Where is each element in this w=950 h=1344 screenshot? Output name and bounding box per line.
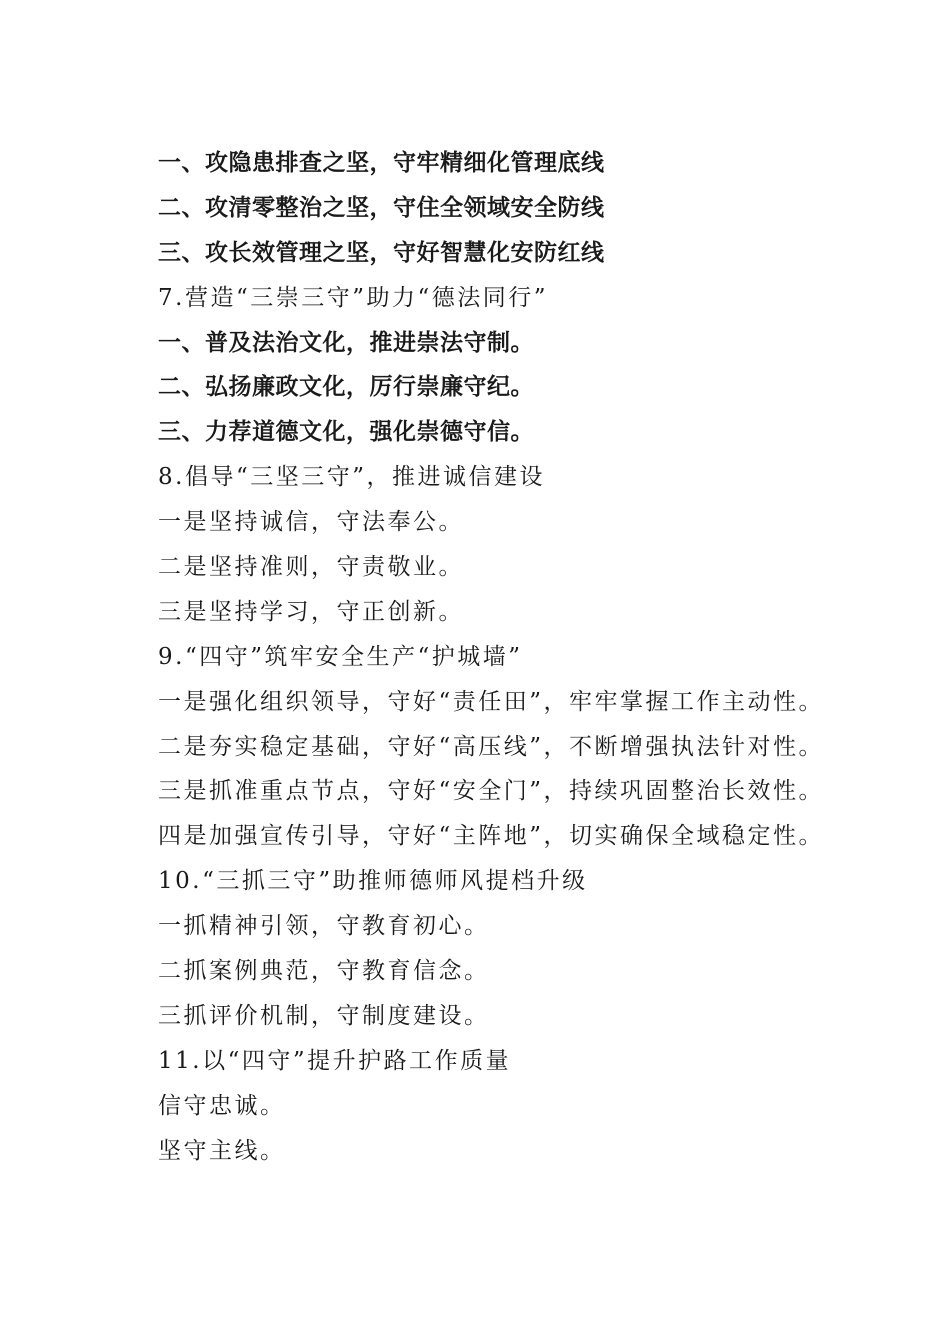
- item-point: 信守忠诚。: [158, 1092, 286, 1119]
- item-point: 三是抓准重点节点，守好“安全门”，持续巩固整治长效性。: [158, 778, 825, 805]
- item-title: 11.以“四守”提升护路工作质量: [158, 1047, 512, 1074]
- section-heading: 二、攻清零整治之坚，守住全领域安全防线: [158, 194, 605, 221]
- item-point: 三是坚持学习，守正创新。: [158, 598, 464, 625]
- item-point: 一抓精神引领，守教育初心。: [158, 913, 490, 940]
- item-title: 10.“三抓三守”助推师德师风提档升级: [158, 868, 588, 895]
- section-heading: 三、攻长效管理之坚，守好智慧化安防红线: [158, 239, 605, 266]
- item-title: 8.倡导“三坚三守”，推进诚信建设: [158, 464, 545, 491]
- document-body: [158, 141, 918, 1173]
- section-heading: 一、攻隐患排查之坚，守牢精细化管理底线: [158, 150, 605, 176]
- item-point: 二抓案例典范，守教育信念。: [158, 958, 490, 985]
- item-point: 一是强化组织领导，守好“责任田”，牢牢掌握工作主动性。: [158, 688, 825, 715]
- item-title: 7.营造“三崇三守”助力“德法同行”: [158, 284, 548, 311]
- item-point: 二是坚持准则，守责敬业。: [158, 554, 464, 581]
- item-title: 9.“四守”筑牢安全生产“护城墙”: [158, 643, 523, 670]
- item-point: 二是夯实稳定基础，守好“高压线”，不断增强执法针对性。: [158, 733, 825, 760]
- item-point: 四是加强宣传引导，守好“主阵地”，切实确保全域稳定性。: [158, 823, 825, 850]
- item-point: 一是坚持诚信，守法奉公。: [158, 509, 464, 536]
- section-heading: 三、力荐道德文化，强化崇德守信。: [158, 419, 534, 446]
- item-point: 坚守主线。: [158, 1137, 286, 1164]
- section-heading: 二、弘扬廉政文化，厉行崇廉守纪。: [158, 374, 534, 401]
- item-point: 三抓评价机制，守制度建设。: [158, 1002, 490, 1029]
- section-heading: 一、普及法治文化，推进崇法守制。: [158, 329, 534, 356]
